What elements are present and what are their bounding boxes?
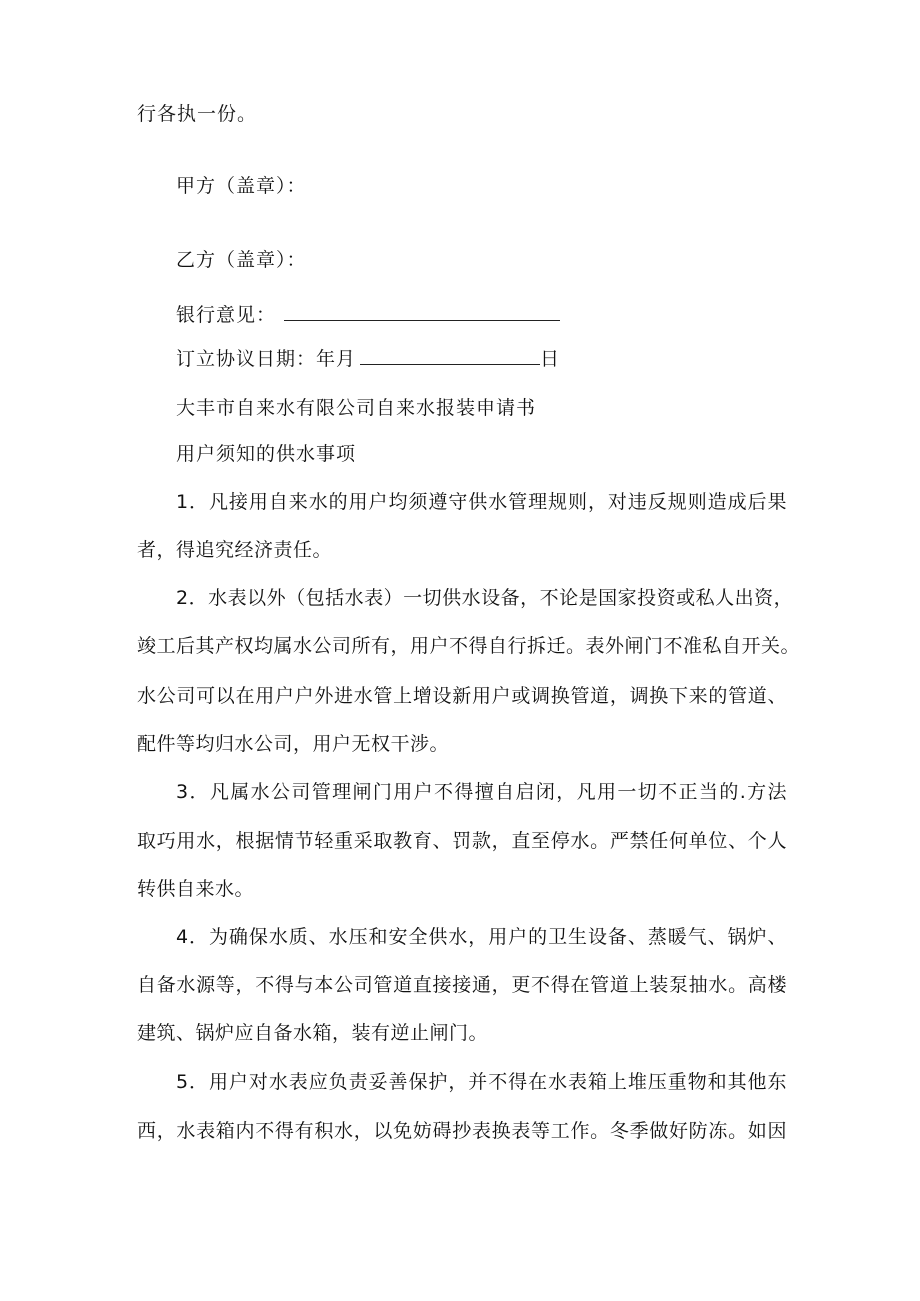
item-4-line: 自备水源等，不得与本公司管道直接接通，更不得在管道上装泵抽水。高楼 (137, 974, 787, 996)
agreement-date-line (176, 342, 560, 373)
item-5-line: 西，水表箱内不得有积水，以免妨碍抄表换表等工作。冬季做好防冻。如因 (137, 1120, 787, 1142)
application-title: 大丰市自来水有限公司自来水报装申请书 (176, 397, 537, 419)
item-3-line: 转供自来水。 (137, 878, 255, 900)
item-4-line: 4．为确保水质、水压和安全供水，用户的卫生设备、蒸暖气、锅炉、 (176, 926, 787, 948)
item-3-line: 取巧用水，根据情节轻重采取教育、罚款，直至停水。严禁任何单位、个人 (137, 830, 787, 852)
bank-opinion-line (176, 298, 560, 329)
party-a-seal: 甲方（盖章）： (176, 175, 307, 197)
item-2-line: 竣工后其产权均属水公司所有，用户不得自行拆迁。表外闸门不准私自开关。 (137, 635, 801, 657)
text-line: 行各执一份。 (137, 103, 258, 125)
agreement-date-label: 订立协议日期：年月 (176, 348, 357, 370)
item-1-line: 1．凡接用自来水的用户均须遵守供水管理规则，对违反规则造成后果 (176, 491, 787, 513)
item-4-line: 建筑、锅炉应自备水箱，装有逆止闸门。 (137, 1022, 489, 1044)
agreement-date-blank (360, 342, 540, 365)
agreement-date-day: 日 (540, 348, 561, 370)
item-2-line: 水公司可以在用户户外进水管上增设新用户或调换管道，调换下来的管道、 (137, 685, 787, 707)
bank-opinion-blank (284, 298, 560, 321)
notice-heading: 用户须知的供水事项 (176, 443, 357, 465)
item-5-line: 5．用户对水表应负责妥善保护，并不得在水表箱上堆压重物和其他东 (176, 1071, 787, 1093)
item-2-line: 2．水表以外（包括水表）一切供水设备，不论是国家投资或私人出资， (176, 587, 794, 609)
bank-opinion-label: 银行意见： (176, 304, 277, 326)
item-3-line: 3．凡属水公司管理闸门用户不得擅自启闭，凡用一切不正当的.方法 (176, 781, 787, 803)
party-b-seal: 乙方（盖章）： (176, 249, 307, 271)
item-1-line: 者，得追究经济责任。 (137, 539, 333, 561)
item-2-line: 配件等均归水公司，用户无权干涉。 (137, 733, 450, 755)
